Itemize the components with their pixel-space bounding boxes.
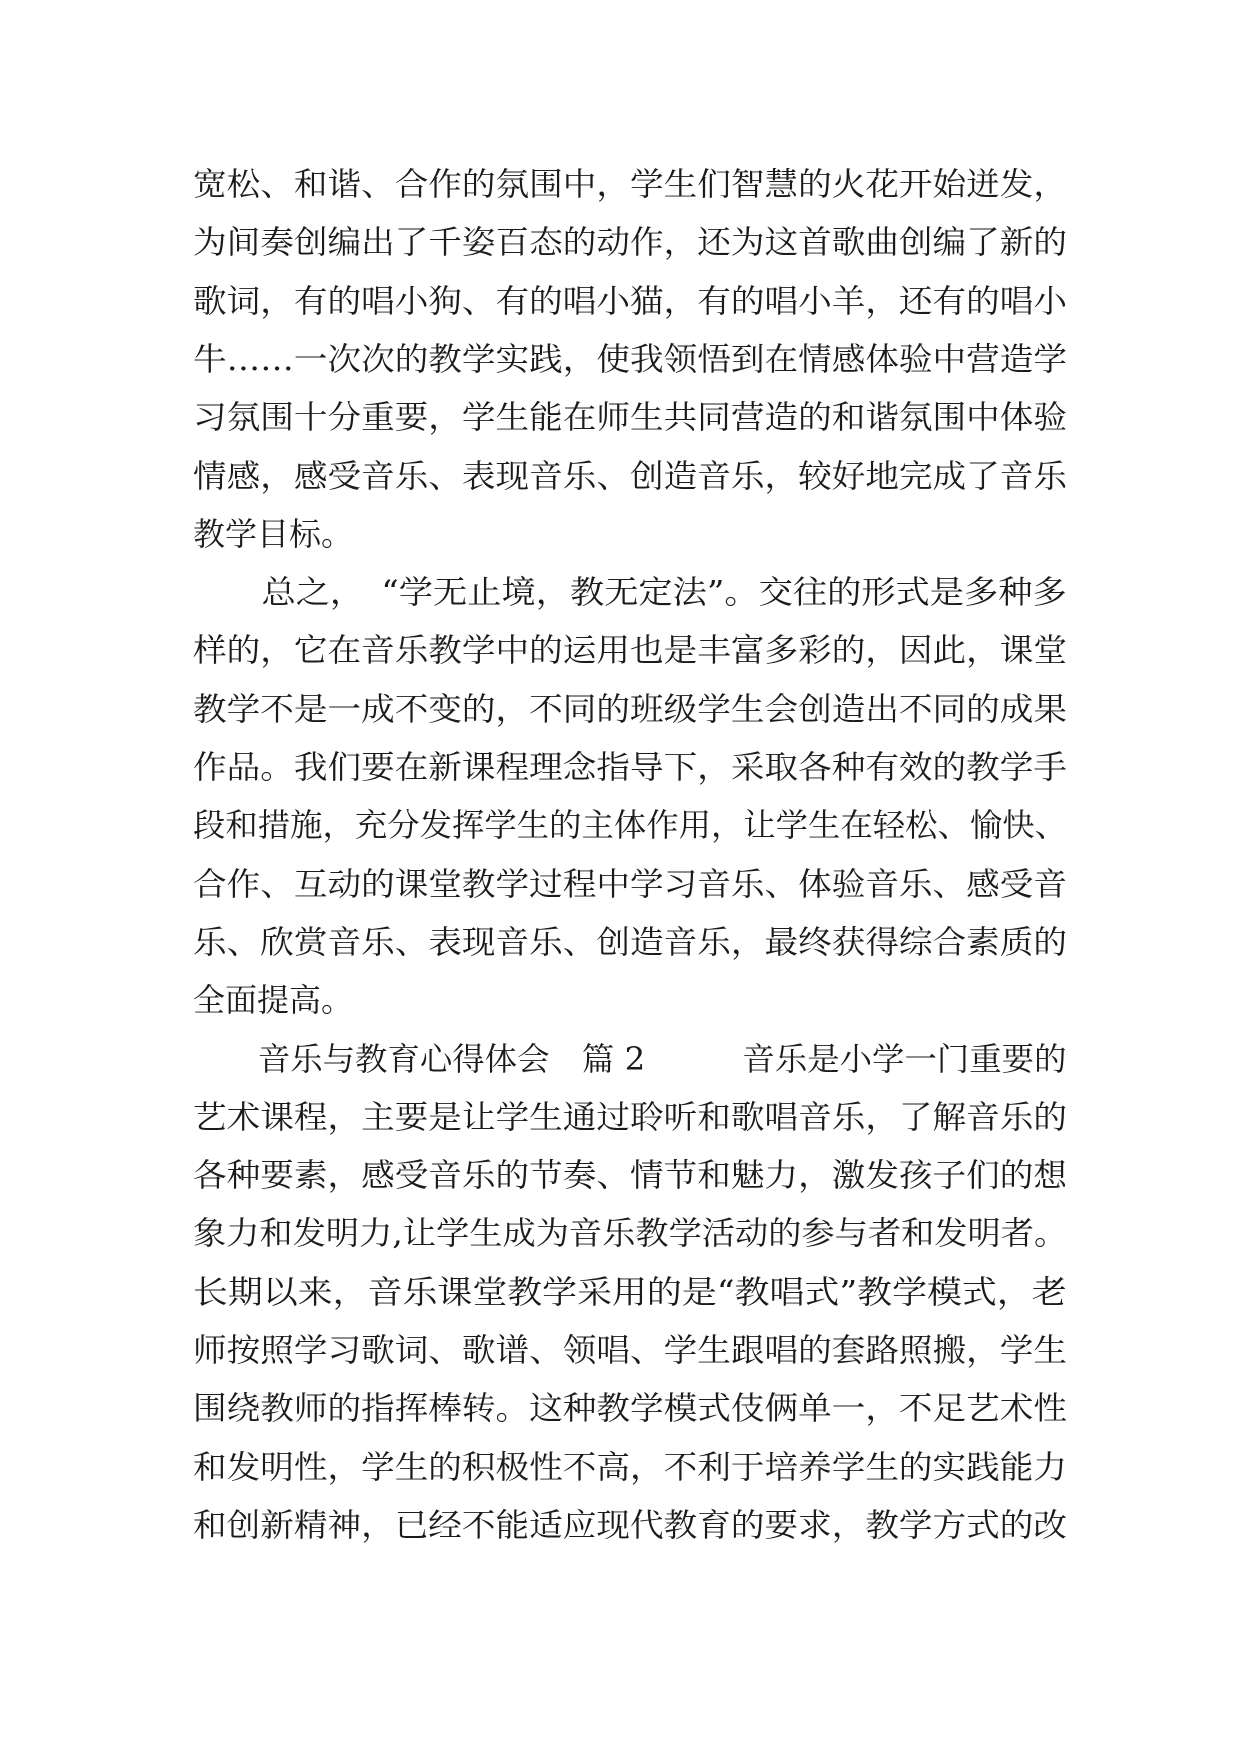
text-line: 合作、互动的课堂教学过程中学习音乐、体验音乐、感受音 [193,864,1068,903]
text-line: 艺术课程，主要是让学生通过聆听和歌唱音乐，了解音乐的 [193,1097,1068,1136]
text-line: 样的，它在音乐教学中的运用也是丰富多彩的，因此，课堂 [193,631,1068,670]
text-line: 总之， “学无止境，教无定法”。交往的形式是多种多 [193,573,1067,612]
text-line: 和发明性，学生的积极性不高，不利于培养学生的实践能力 [193,1447,1068,1486]
text-line: 师按照学习歌词、歌谱、领唱、学生跟唱的套路照搬，学生 [193,1331,1068,1369]
text-line: 作品。我们要在新课程理念指导下，采取各种有效的教学手 [193,748,1068,786]
text-line: 教学目标。 [193,514,354,553]
text-line: 为间奏创编出了千姿百态的动作，还为这首歌曲创编了新的 [193,223,1068,262]
text-line: 牛……一次次的教学实践，使我领悟到在情感体验中营造学 [193,339,1068,378]
text-line: 围绕教师的指挥棒转。这种教学模式伎俩单一，不足艺术性 [193,1389,1068,1428]
text-line: 全面提高。 [193,981,354,1020]
text-line: 情感，感受音乐、表现音乐、创造音乐，较好地完成了音乐 [193,456,1068,495]
text-line: 音乐与教育心得体会 篇 2 音乐是小学一门重要的 [193,1039,1067,1078]
text-line: 长期以来，音乐课堂教学采用的是“教唱式”教学模式，老 [193,1272,1067,1311]
text-line: 乐、欣赏音乐、表现音乐、创造音乐，最终获得综合素质的 [193,922,1068,961]
text-line: 习氛围十分重要，学生能在师生共同营造的和谐氛围中体验 [193,398,1068,437]
text-line: 段和措施，充分发挥学生的主体作用，让学生在轻松、愉快、 [193,806,1068,845]
text-line: 象力和发明力,让学生成为音乐教学活动的参与者和发明者。 [193,1214,1068,1253]
text-line: 和创新精神，已经不能适应现代教育的要求，教学方式的改 [193,1505,1068,1544]
text-line: 宽松、和谐、合作的氛围中，学生们智慧的火花开始迸发， [193,165,1068,203]
text-line: 歌词，有的唱小狗、有的唱小猫，有的唱小羊，还有的唱小 [193,281,1068,320]
text-line: 各种要素，感受音乐的节奏、情节和魅力，激发孩子们的想 [193,1156,1068,1195]
text-line: 教学不是一成不变的，不同的班级学生会创造出不同的成果 [193,689,1068,728]
